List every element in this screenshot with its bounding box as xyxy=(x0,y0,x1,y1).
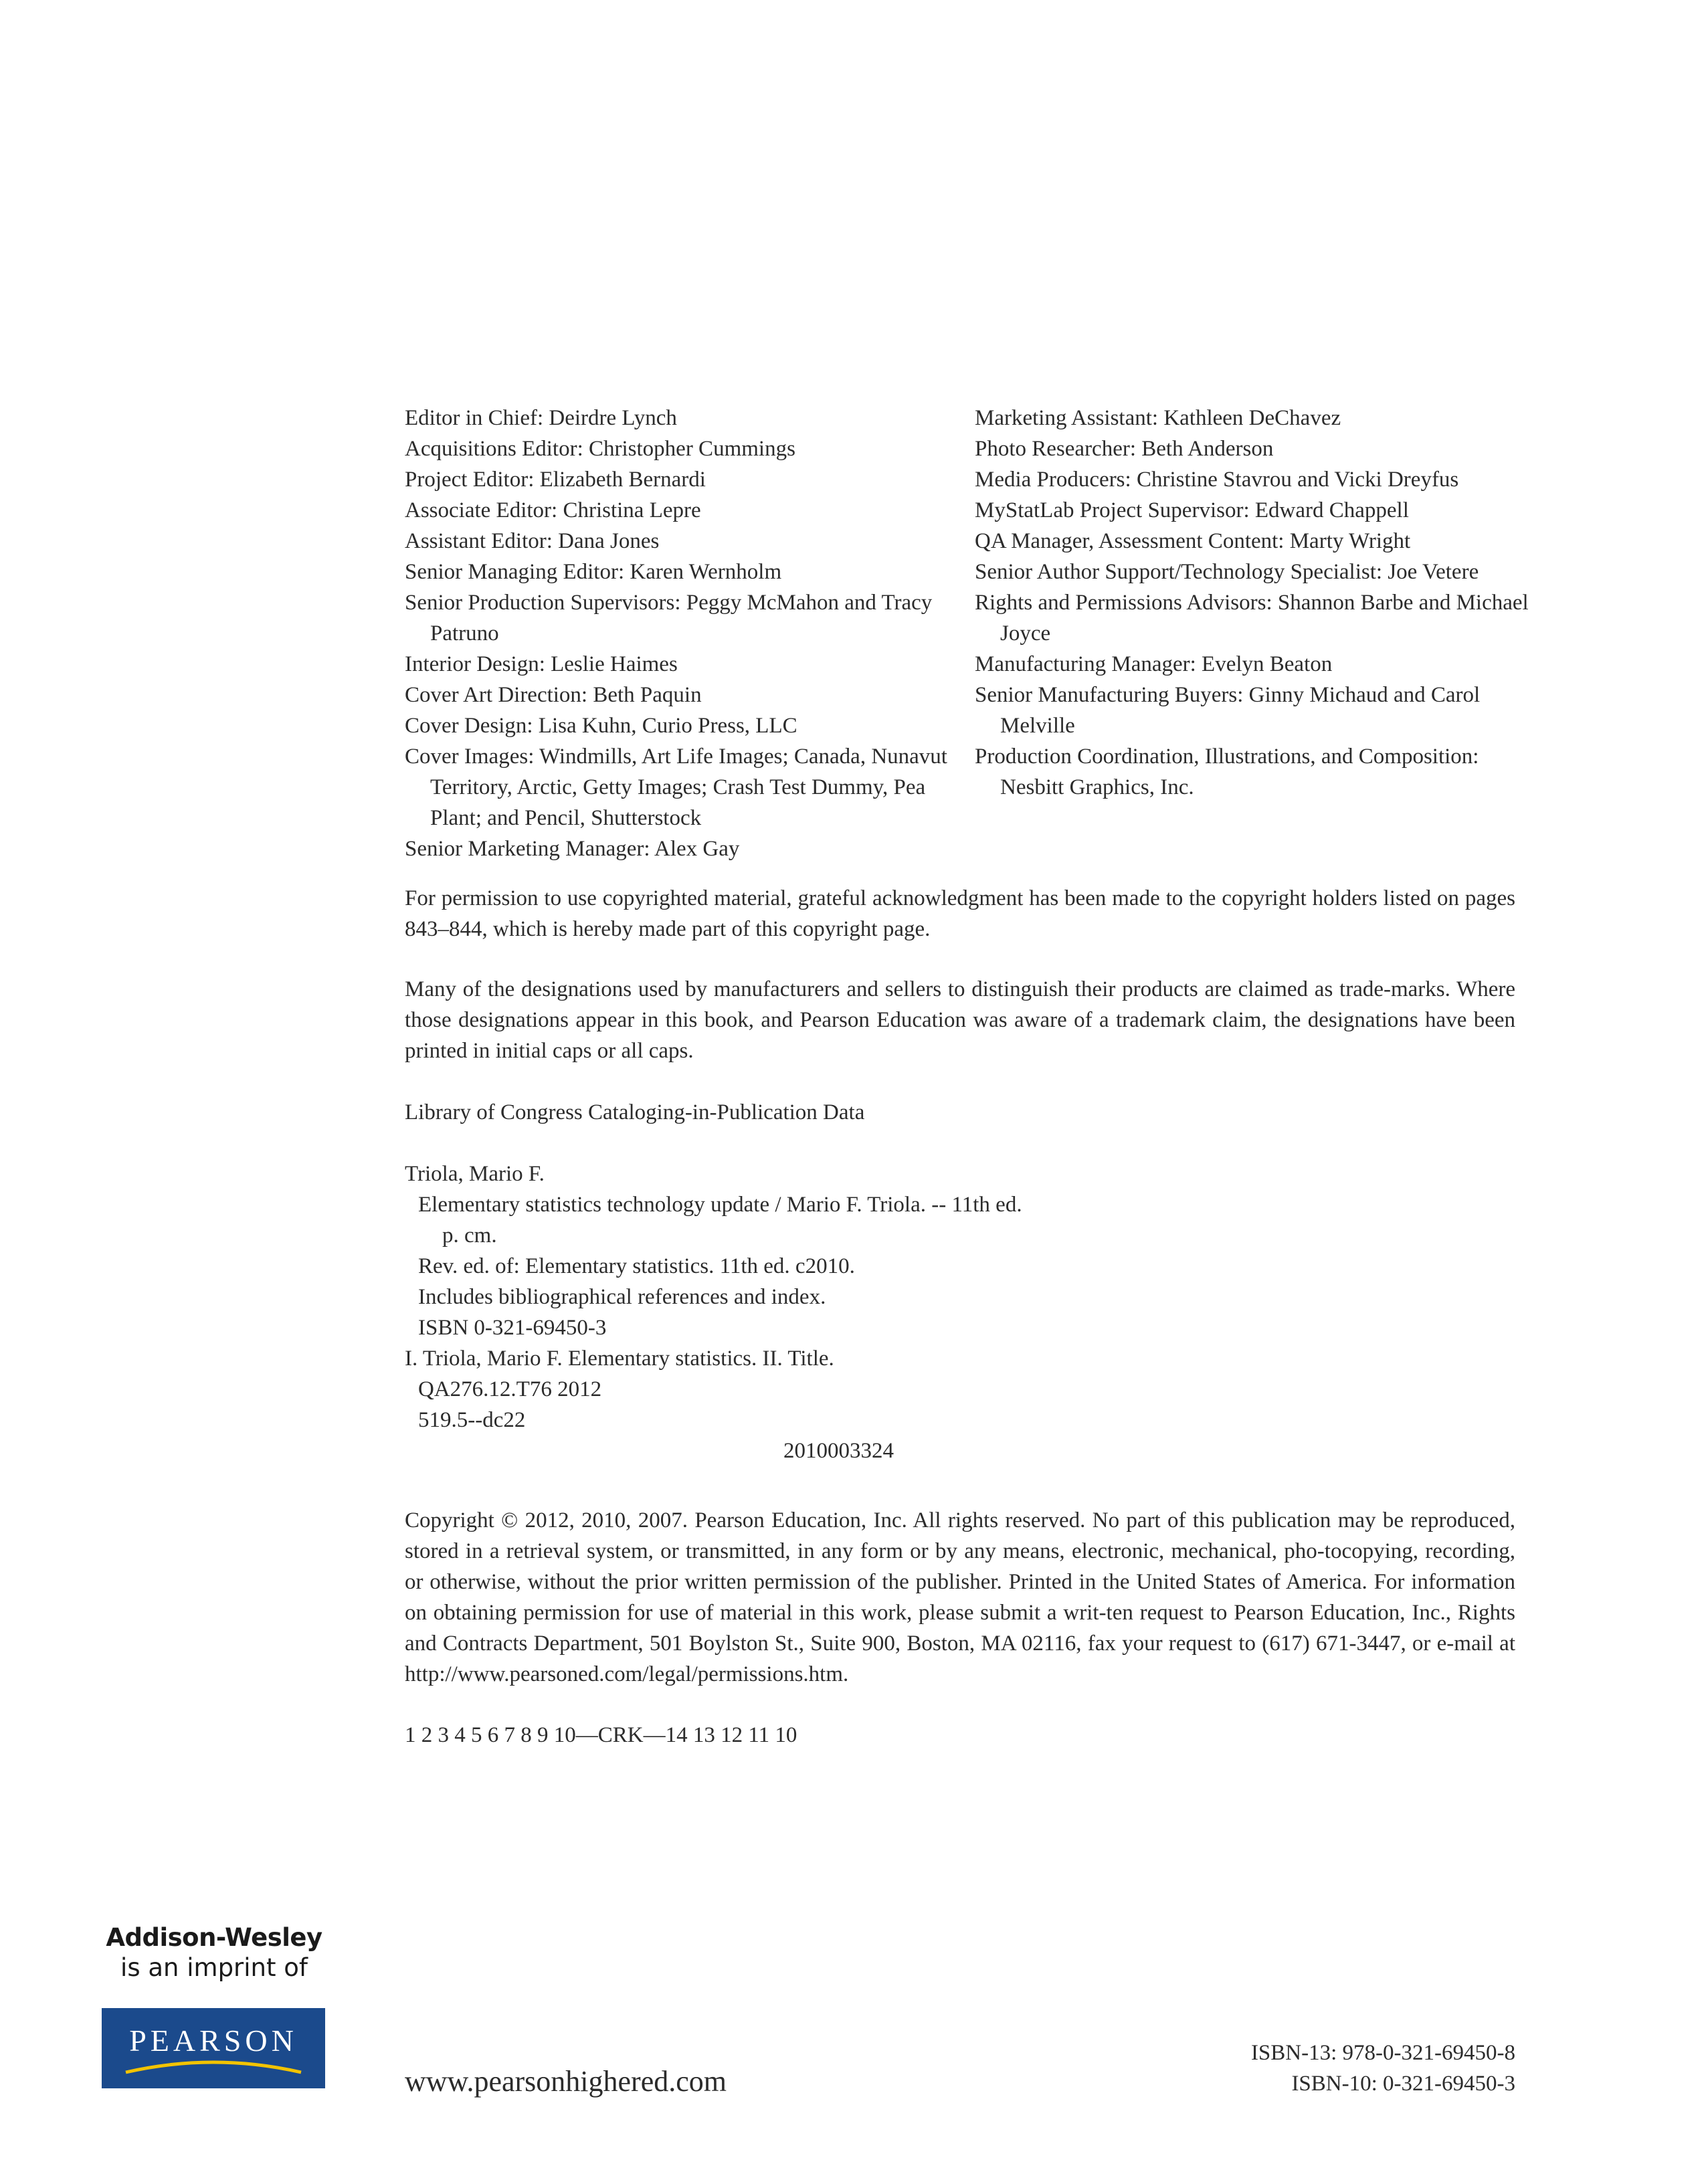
cip-title-line: Elementary statistics technology update / Mario F. Triola. -- 11th ed. xyxy=(418,1193,1022,1217)
credits-left-column xyxy=(405,403,960,864)
credit-acquisitions-editor: Acquisitions Editor: Christopher Cummings xyxy=(405,437,795,461)
credit-marketing-assistant: Marketing Assistant: Kathleen DeChavez xyxy=(975,406,1341,430)
pearson-logo xyxy=(102,2008,325,2088)
credit-manufacturing-manager: Manufacturing Manager: Evelyn Beaton xyxy=(975,652,1333,676)
isbn-13: ISBN-13: 978-0-321-69450-8 xyxy=(1250,2041,1515,2065)
print-line: 1 2 3 4 5 6 7 8 9 10—CRK—14 13 12 11 10 xyxy=(405,1723,797,1747)
credit-production-supervisors: Senior Production Supervisors: Peggy McMahon and Tracy Patruno xyxy=(405,591,933,646)
cip-heading: Library of Congress Cataloging-in-Publication Data xyxy=(405,1100,865,1124)
isbn-10: ISBN-10: 0-321-69450-3 xyxy=(1291,2072,1515,2096)
isbn-block xyxy=(1251,2038,1515,2099)
website-url: www.pearsonhighered.com xyxy=(405,2065,727,2098)
credit-manufacturing-buyers: Senior Manufacturing Buyers: Ginny Michaud and Carol Melville xyxy=(975,683,1481,738)
cip-lccn: 2010003324 xyxy=(783,1439,894,1463)
credit-project-editor: Project Editor: Elizabeth Bernardi xyxy=(405,468,706,492)
pearson-logo-text: PEARSON xyxy=(129,2023,298,2058)
copyright-paragraph: Copyright © 2012, 2010, 2007. Pearson Education, Inc. All rights reserved. No part of this publication may be reproduced, stored in a retrieval system, or transmitted, in any form or by any means, electronic, mechanical, pho-tocopying, recording, or otherwise, without the prior written permission of the publisher. Printed in the United States of America. For information on obtaining permission for use of material in this work, please submit a writ-ten request to Pearson Education, Inc., Rights and Contracts Department, 501 Boylston St., Suite 900, Boston, MA 02116, fax your request to (617) 671-3447, or e-mail at http://www.pearsoned.com/legal/permissions.htm. xyxy=(405,1508,1515,1686)
credit-qa-manager: QA Manager, Assessment Content: Marty Wright xyxy=(975,529,1411,553)
cip-lcc: QA276.12.T76 2012 xyxy=(418,1377,602,1401)
cip-pages: p. cm. xyxy=(442,1223,497,1248)
credit-author-support: Senior Author Support/Technology Specialist: Joe Vetere xyxy=(975,560,1479,584)
credit-editor-in-chief: Editor in Chief: Deirdre Lynch xyxy=(405,406,677,430)
credit-associate-editor: Associate Editor: Christina Lepre xyxy=(405,498,701,522)
imprint-tagline: is an imprint of xyxy=(120,1953,308,1982)
imprint-name: Addison-Wesley xyxy=(106,1923,322,1952)
credits-right-column xyxy=(975,403,1530,803)
credit-rights-permissions: Rights and Permissions Advisors: Shannon Barbe and Michael Joyce xyxy=(975,591,1529,646)
cip-author: Triola, Mario F. xyxy=(405,1162,545,1186)
permission-paragraph: For permission to use copyrighted material, grateful acknowledgment has been made to the copyright holders listed on pages 843–844, which is hereby made part of this copyright page. xyxy=(405,886,1515,941)
credit-cover-design: Cover Design: Lisa Kuhn, Curio Press, LLC xyxy=(405,714,797,738)
cip-includes: Includes bibliographical references and index. xyxy=(418,1285,826,1309)
credit-senior-managing-editor: Senior Managing Editor: Karen Wernholm xyxy=(405,560,782,584)
credit-cover-art-direction: Cover Art Direction: Beth Paquin xyxy=(405,683,702,707)
credit-assistant-editor: Assistant Editor: Dana Jones xyxy=(405,529,660,553)
cip-ddc: 519.5--dc22 xyxy=(418,1408,526,1432)
credit-cover-images: Cover Images: Windmills, Art Life Images; Canada, Nunavut Territory, Arctic, Getty Images; Crash Test Dummy, Pea Plant; and Pencil, Shutterstock xyxy=(405,744,947,830)
cip-subjects: I. Triola, Mario F. Elementary statistics. II. Title. xyxy=(405,1347,834,1371)
credit-photo-researcher: Photo Researcher: Beth Anderson xyxy=(975,437,1274,461)
credit-interior-design: Interior Design: Leslie Haimes xyxy=(405,652,678,676)
trademark-paragraph: Many of the designations used by manufacturers and sellers to distinguish their products are claimed as trade-marks. Where those designations appear in this book, and Pearson Education was aware of a trademark claim, the designations have been printed in initial caps or all caps. xyxy=(405,977,1515,1063)
credit-media-producers: Media Producers: Christine Stavrou and Vicki Dreyfus xyxy=(975,468,1459,492)
cip-data-block xyxy=(405,1159,1208,1466)
credit-production-coordination: Production Coordination, Illustrations, and Composition: Nesbitt Graphics, Inc. xyxy=(975,744,1479,799)
credit-marketing-manager: Senior Marketing Manager: Alex Gay xyxy=(405,837,740,861)
cip-revision: Rev. ed. of: Elementary statistics. 11th ed. c2010. xyxy=(418,1254,855,1278)
cip-isbn: ISBN 0-321-69450-3 xyxy=(418,1316,607,1340)
imprint-statement xyxy=(100,1922,328,1983)
credit-project-supervisor: MyStatLab Project Supervisor: Edward Chappell xyxy=(975,498,1409,522)
